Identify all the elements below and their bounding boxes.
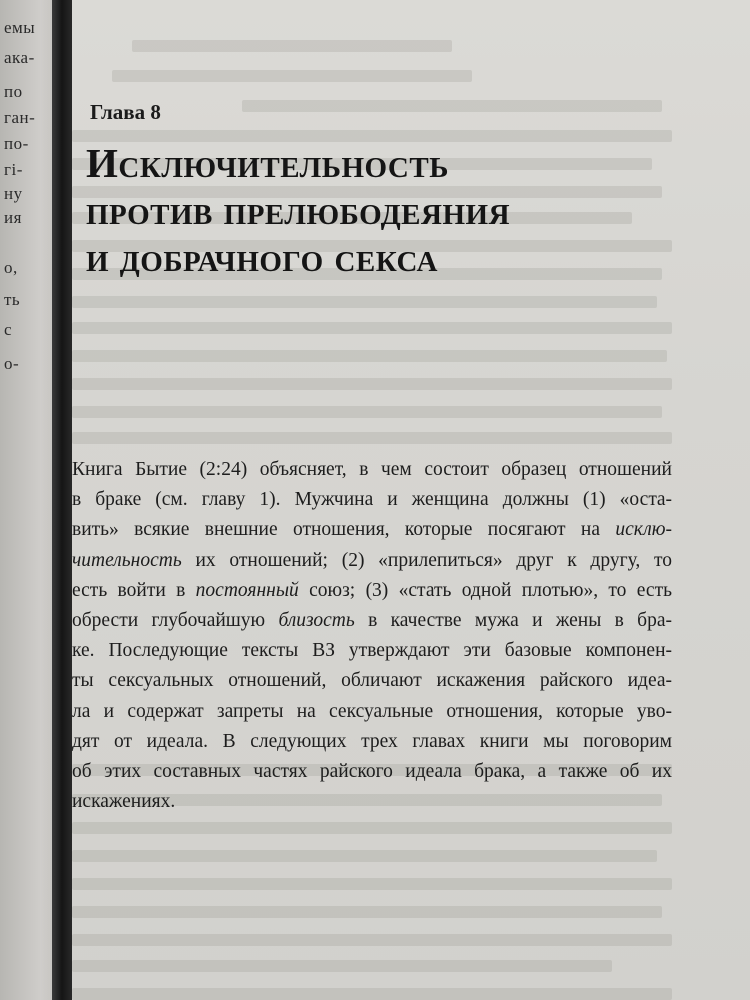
body-text-line (72, 666, 672, 696)
left-page-text-fragment: с (4, 320, 13, 339)
body-text-line (72, 485, 672, 515)
text-run: ке. Последующие тексты ВЗ утверждают эти базовые компонен- (72, 640, 672, 662)
bleed-through-line (72, 906, 662, 918)
bleed-through-line (72, 934, 672, 946)
bleed-through-line (112, 70, 472, 82)
body-paragraph (72, 455, 672, 817)
left-page-text-fragment: о- (4, 354, 20, 373)
left-page-text-fragment: ия (4, 208, 22, 227)
chapter-title-line: и добрачного секса (86, 234, 438, 280)
body-text-line (72, 606, 672, 636)
body-text-line (72, 757, 672, 787)
bleed-through-line (72, 432, 672, 444)
bleed-through-line (132, 40, 452, 52)
bleed-through-line (72, 296, 657, 308)
body-text-line (72, 787, 672, 817)
text-run: вить» всякие внешние отношения, которые посягают на (72, 519, 616, 541)
left-page-text-fragment: ть (4, 290, 21, 309)
left-page-text-fragment: ган- (4, 108, 36, 127)
bleed-through-line (72, 960, 612, 972)
text-run: об этих составных частях райского идеала брака, а также об их (72, 760, 672, 782)
left-page-text-fragment: ака- (4, 48, 35, 67)
bleed-through-line (72, 988, 672, 1000)
left-page-edge (0, 0, 58, 1000)
text-run: в качестве мужа и жены в бра- (354, 609, 672, 631)
body-text-line (72, 515, 672, 545)
emphasized-text: близость (278, 609, 355, 631)
bleed-through-line (242, 100, 662, 112)
body-text-line (72, 455, 672, 485)
bleed-through-line (72, 822, 672, 834)
left-page-text-fragment: по- (4, 134, 29, 153)
text-run: ла и содержат запреты на сексуальные отношения, которые уво- (72, 700, 672, 722)
bleed-through-line (72, 350, 667, 362)
left-page-text-fragment: гі- (4, 160, 23, 179)
chapter-title (86, 140, 606, 281)
body-text-line (72, 546, 672, 576)
text-run: дят от идеала. В следующих трех главах книги мы поговорим (72, 730, 672, 752)
bleed-through-line (72, 322, 672, 334)
left-page-text-fragment: ну (4, 184, 23, 203)
bleed-through-line (72, 878, 672, 890)
left-page-text-fragment: по (4, 82, 23, 101)
text-run: обрести глубочайшую (72, 609, 279, 631)
text-run: их отношений; (2) «прилепиться» друг к другу, то (181, 549, 672, 571)
chapter-title-line: Исключительность (86, 140, 449, 186)
left-page-text-fragment: о, (4, 258, 18, 277)
chapter-label: Глава 8 (90, 100, 161, 124)
bleed-through-line (72, 850, 657, 862)
body-text-line (72, 636, 672, 666)
bleed-through-line (72, 406, 662, 418)
text-run: ты сексуальных отношений, обличают искажения райского идеа- (72, 670, 672, 692)
emphasized-text: чительность (72, 549, 182, 571)
chapter-title-line: против прелюбодеяния (86, 187, 511, 233)
body-text-line (72, 576, 672, 606)
body-text-line (72, 727, 672, 757)
left-page-text-fragment: емы (4, 18, 36, 37)
text-run: есть войти в (72, 579, 196, 601)
text-run: в браке (см. главу 1). Мужчина и женщина должны (1) «остa- (72, 489, 672, 511)
text-run: Книга Бытие (2:24) объясняет, в чем состоит образец отношений (72, 459, 672, 480)
body-text-line (72, 697, 672, 727)
emphasized-text: исклю- (615, 519, 672, 541)
emphasized-text: постоянный (195, 579, 299, 601)
book-page (72, 0, 750, 1000)
text-run: искажениях. (72, 791, 176, 813)
text-run: союз; (3) «стать одной плотью», то есть (298, 579, 672, 601)
book-gutter (52, 0, 74, 1000)
bleed-through-line (72, 378, 672, 390)
